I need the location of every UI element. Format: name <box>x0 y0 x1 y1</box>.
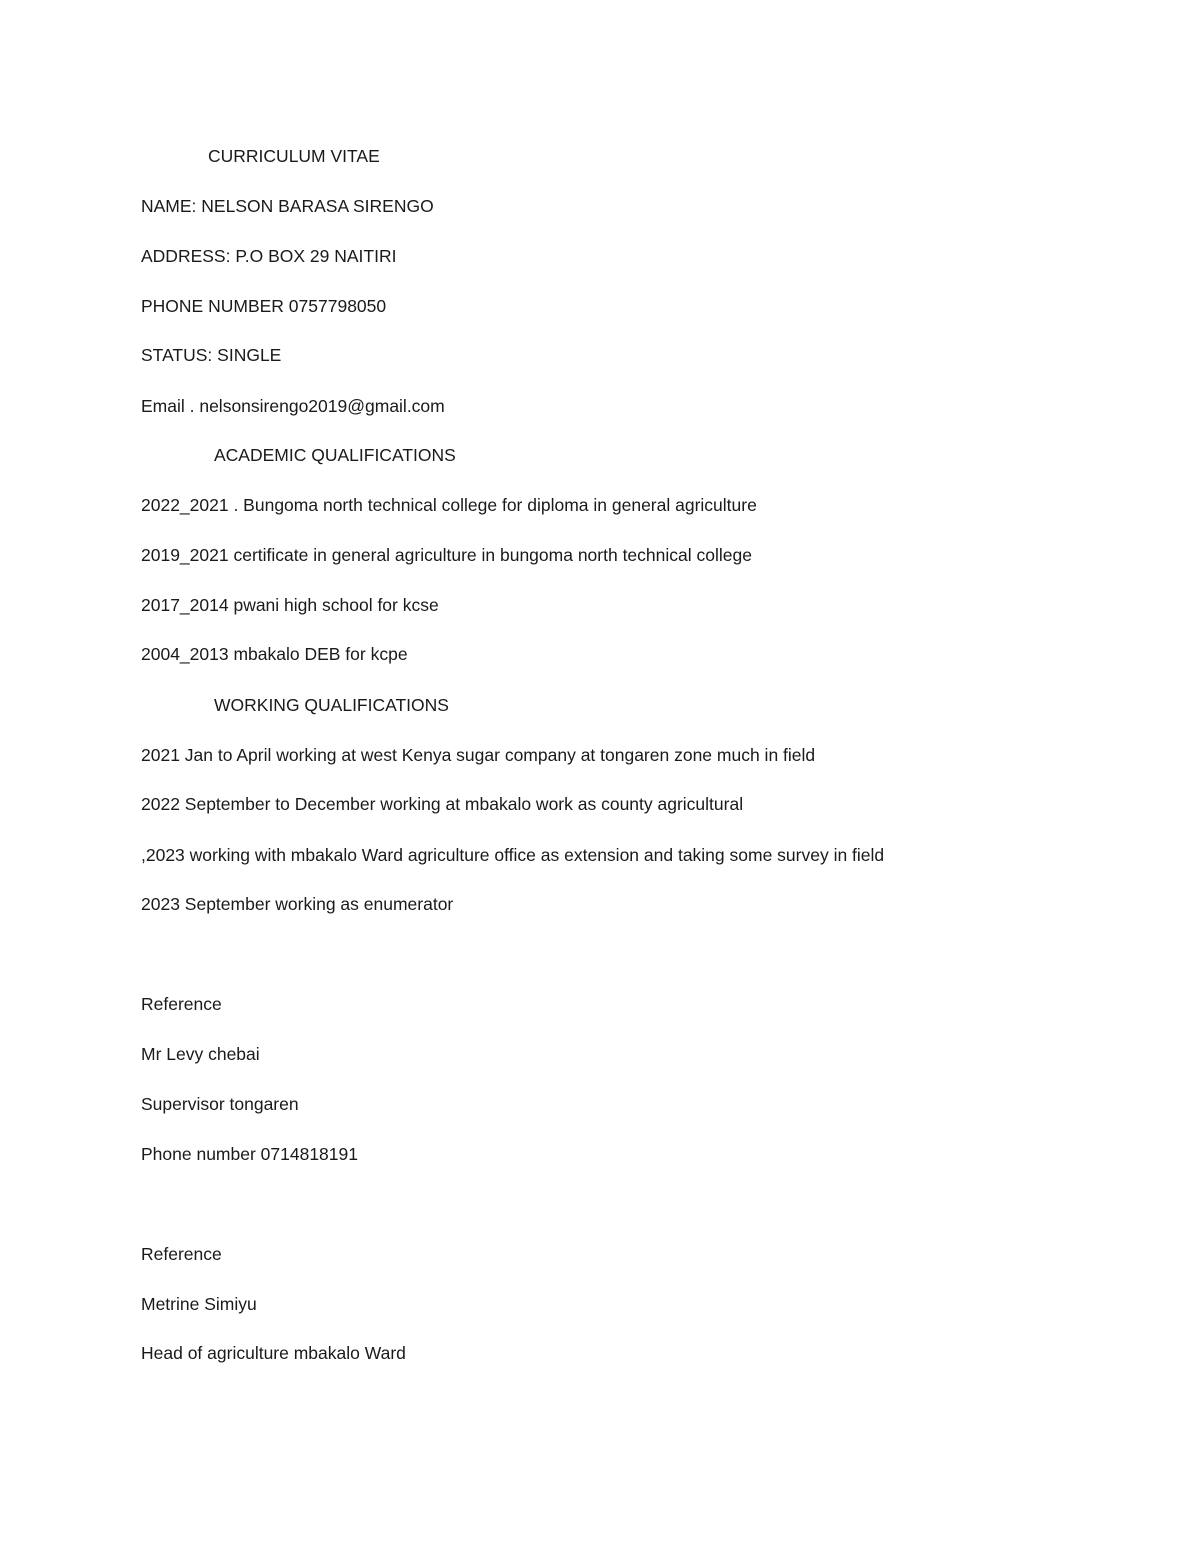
reference-role: Head of agriculture mbakalo Ward <box>141 1343 406 1363</box>
document-title: CURRICULUM VITAE <box>208 146 380 166</box>
working-item: 2022 September to December working at mbakalo work as county agricultural <box>141 794 744 814</box>
reference-label: Reference <box>141 994 222 1014</box>
reference-phone: Phone number 0714818191 <box>141 1144 358 1164</box>
academic-heading: ACADEMIC QUALIFICATIONS <box>214 445 456 465</box>
academic-item: 2017_2014 pwani high school for kcse <box>141 595 439 615</box>
name-line: NAME: NELSON BARASA SIRENGO <box>141 196 434 216</box>
working-item: 2021 Jan to April working at west Kenya sugar company at tongaren zone much in field <box>141 745 816 765</box>
reference-label: Reference <box>141 1244 222 1264</box>
address-line: ADDRESS: P.O BOX 29 NAITIRI <box>141 246 397 266</box>
working-item: 2023 September working as enumerator <box>141 894 454 914</box>
reference-name: Metrine Simiyu <box>141 1294 257 1314</box>
reference-role: Supervisor tongaren <box>141 1094 299 1114</box>
working-item: ,2023 working with mbakalo Ward agriculture office as extension and taking some survey in field <box>141 845 885 865</box>
working-heading: WORKING QUALIFICATIONS <box>214 695 449 715</box>
email-line: Email . nelsonsirengo2019@gmail.com <box>141 396 445 416</box>
academic-item: 2019_2021 certificate in general agriculture in bungoma north technical college <box>141 545 752 565</box>
academic-item: 2004_2013 mbakalo DEB for kcpe <box>141 644 408 664</box>
reference-name: Mr Levy chebai <box>141 1044 260 1064</box>
phone-line: PHONE NUMBER 0757798050 <box>141 296 387 316</box>
academic-item: 2022_2021 . Bungoma north technical college for diploma in general agriculture <box>141 495 757 515</box>
status-line: STATUS: SINGLE <box>141 345 282 365</box>
